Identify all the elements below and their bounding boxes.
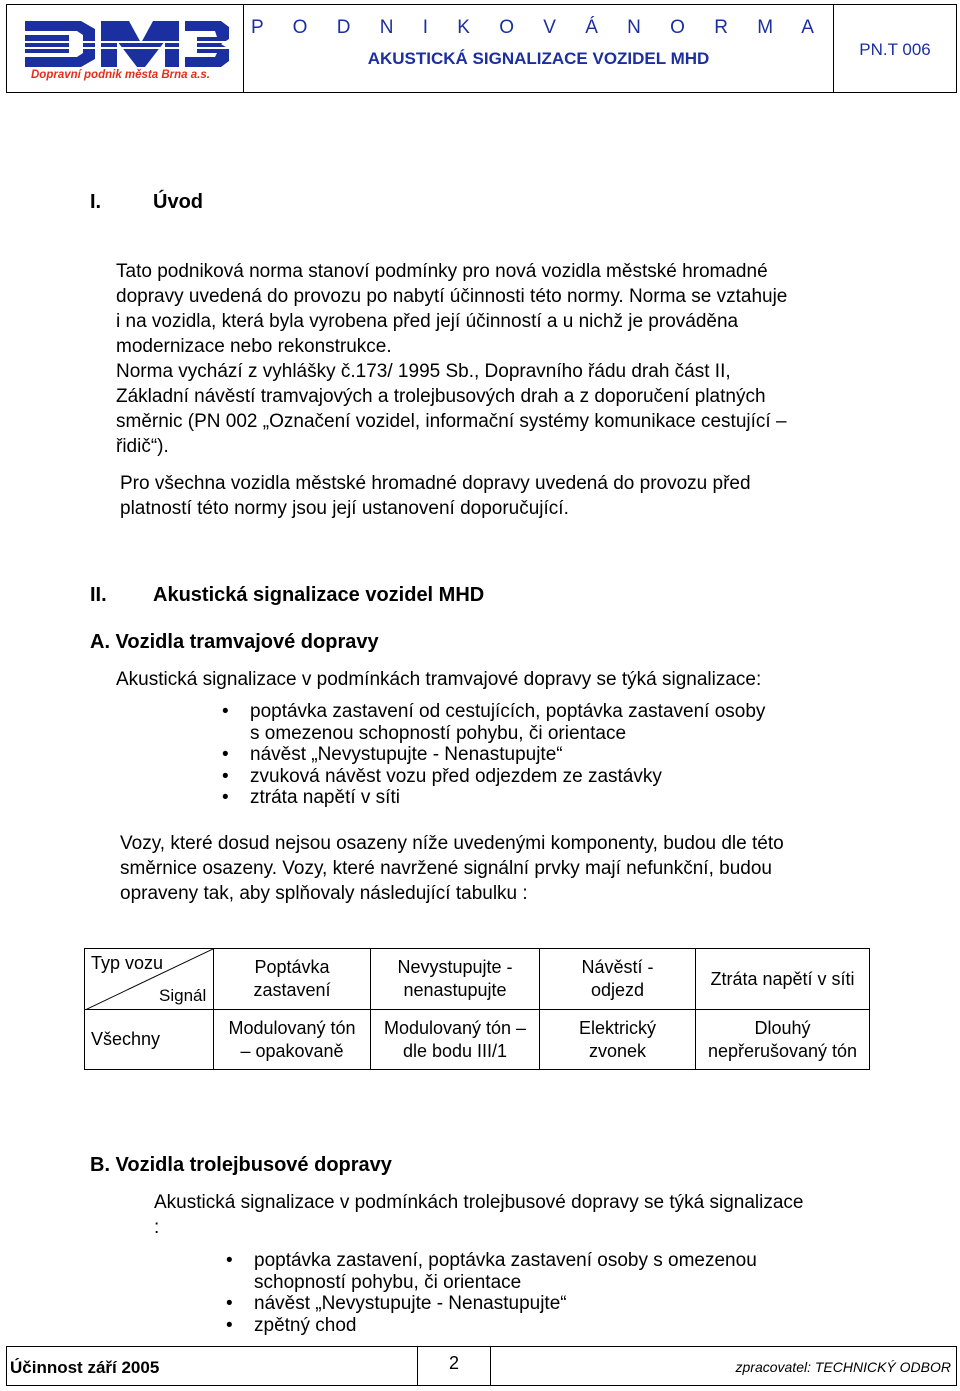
text-line: :: [154, 1217, 160, 1238]
text-line: směrnic (PN 002 „Označení vozidel, informační systémy komunikace cestující –: [116, 411, 787, 432]
list-item: • poptávka zastavení, poptávka zastavení osoby s omezenou schopností pohybu, či orientace: [226, 1250, 757, 1293]
text-line: Základní návěstí tramvajových a trolejbusových drah a z doporučení platných: [116, 386, 766, 407]
table-corner-cell: [85, 949, 214, 1010]
list-item: • návěst „Nevystupujte - Nenastupujte“: [222, 744, 563, 765]
section-b-intro: [154, 1190, 804, 1240]
bullet-icon: •: [226, 1293, 233, 1314]
page-footer: [6, 1346, 957, 1386]
text-line: opraveny tak, aby splňovaly následující tabulku :: [120, 883, 528, 904]
text-line: dopravy uvedená do provozu po nabytí účinnosti této normy. Norma se vztahuje: [116, 286, 788, 307]
table-header-cell: Nevystupujte - nenastupujte: [371, 949, 540, 1010]
tram-signal-list: [222, 701, 766, 809]
section-1-title: Úvod: [153, 191, 203, 213]
section-a-intro: Akustická signalizace v podmínkách tramvajové dopravy se týká signalizace:: [116, 669, 762, 690]
intro-paragraph: [116, 259, 787, 459]
footer-effective-block: [7, 1347, 418, 1385]
text-line: i na vozidla, která byla vyrobena před její účinností a u nichž je prováděna: [116, 311, 739, 332]
section-2-number: II.: [90, 584, 107, 606]
norma-code: PN.T 006: [859, 40, 931, 59]
trolleybus-signal-list: [226, 1250, 757, 1336]
section-a-after-paragraph: [120, 831, 784, 906]
signal-table: [84, 948, 870, 1070]
norma-title-block: [244, 5, 834, 92]
table-row: [85, 1010, 870, 1070]
corner-top-label: Typ vozu: [91, 953, 164, 973]
list-item: • poptávka zastavení od cestujících, poptávka zastavení osoby s omezenou schopností pohybu, či orientace: [222, 701, 766, 744]
norma-subtitle: AKUSTICKÁ SIGNALIZACE VOZIDEL MHD: [367, 49, 710, 68]
list-item: • ztráta napětí v síti: [222, 787, 400, 808]
text-line: řidič“).: [116, 436, 169, 457]
company-logo: [7, 5, 244, 92]
applicability-note: [120, 471, 751, 521]
text-line: směrnice osazeny. Vozy, které navržené signální prvky mají nefunkční, budou: [120, 858, 772, 879]
bullet-icon: •: [222, 765, 229, 787]
bullet-icon: •: [222, 744, 229, 765]
prepared-by: zpracovatel: TECHNICKÝ ODBOR: [735, 1359, 951, 1375]
bullet-icon: •: [222, 787, 229, 808]
row-label-cell: Všechny: [85, 1010, 214, 1070]
section-1-number: I.: [90, 191, 102, 213]
bullet-icon: •: [226, 1314, 233, 1336]
table-header-cell: Ztráta napětí v síti: [696, 949, 870, 1010]
text-line: modernizace nebo rekonstrukce.: [116, 336, 392, 357]
list-item: • návěst „Nevystupujte - Nenastupujte“: [226, 1293, 567, 1314]
section-2-title: Akustická signalizace vozidel MHD: [153, 584, 485, 606]
footer-page-block: [418, 1347, 491, 1385]
table-header-row: [85, 949, 870, 1010]
bullet-icon: •: [226, 1250, 233, 1271]
table-cell: Dlouhý nepřerušovaný tón: [696, 1010, 870, 1070]
effective-date: Účinnost září 2005: [10, 1358, 160, 1377]
page-header: [6, 4, 957, 93]
text-line: platností této normy jsou její ustanovení doporučující.: [120, 498, 569, 519]
table-cell: Modulovaný tón – opakovaně: [214, 1010, 371, 1070]
table-header-cell: Návěstí - odjezd: [540, 949, 696, 1010]
text-line: Vozy, které dosud nejsou osazeny níže uvedenými komponenty, budou dle této: [120, 833, 784, 854]
logo-caption: Dopravní podnik města Brna a.s.: [31, 69, 210, 81]
list-item: • zvuková návěst vozu před odjezdem ze zastávky: [222, 765, 662, 787]
section-a-title: A. Vozidla tramvajové dopravy: [90, 631, 379, 653]
text-line: Norma vychází z vyhlášky č.173/ 1995 Sb., Dopravního řádu drah část II,: [116, 361, 731, 382]
dpmb-logo-icon: [21, 11, 231, 69]
table-cell: Elektrický zvonek: [540, 1010, 696, 1070]
corner-bottom-label: Signál: [159, 986, 207, 1005]
bullet-icon: •: [222, 701, 229, 722]
norma-title: P O D N I K O V Á N O R M A: [251, 17, 826, 38]
section-b-title: B. Vozidla trolejbusové dopravy: [90, 1154, 392, 1176]
text-line: Akustická signalizace v podmínkách trolejbusové dopravy se týká signalizace: [154, 1192, 804, 1213]
page-number: 2: [448, 1353, 459, 1373]
text-line: Tato podniková norma stanoví podmínky pro nová vozidla městské hromadné: [116, 261, 768, 282]
norma-code-block: [834, 5, 956, 92]
table-header-cell: Poptávka zastavení: [214, 949, 371, 1010]
table-cell: Modulovaný tón – dle bodu III/1: [371, 1010, 540, 1070]
text-line: Pro všechna vozidla městské hromadné dopravy uvedená do provozu před: [120, 473, 751, 494]
list-item: • zpětný chod: [226, 1314, 357, 1336]
